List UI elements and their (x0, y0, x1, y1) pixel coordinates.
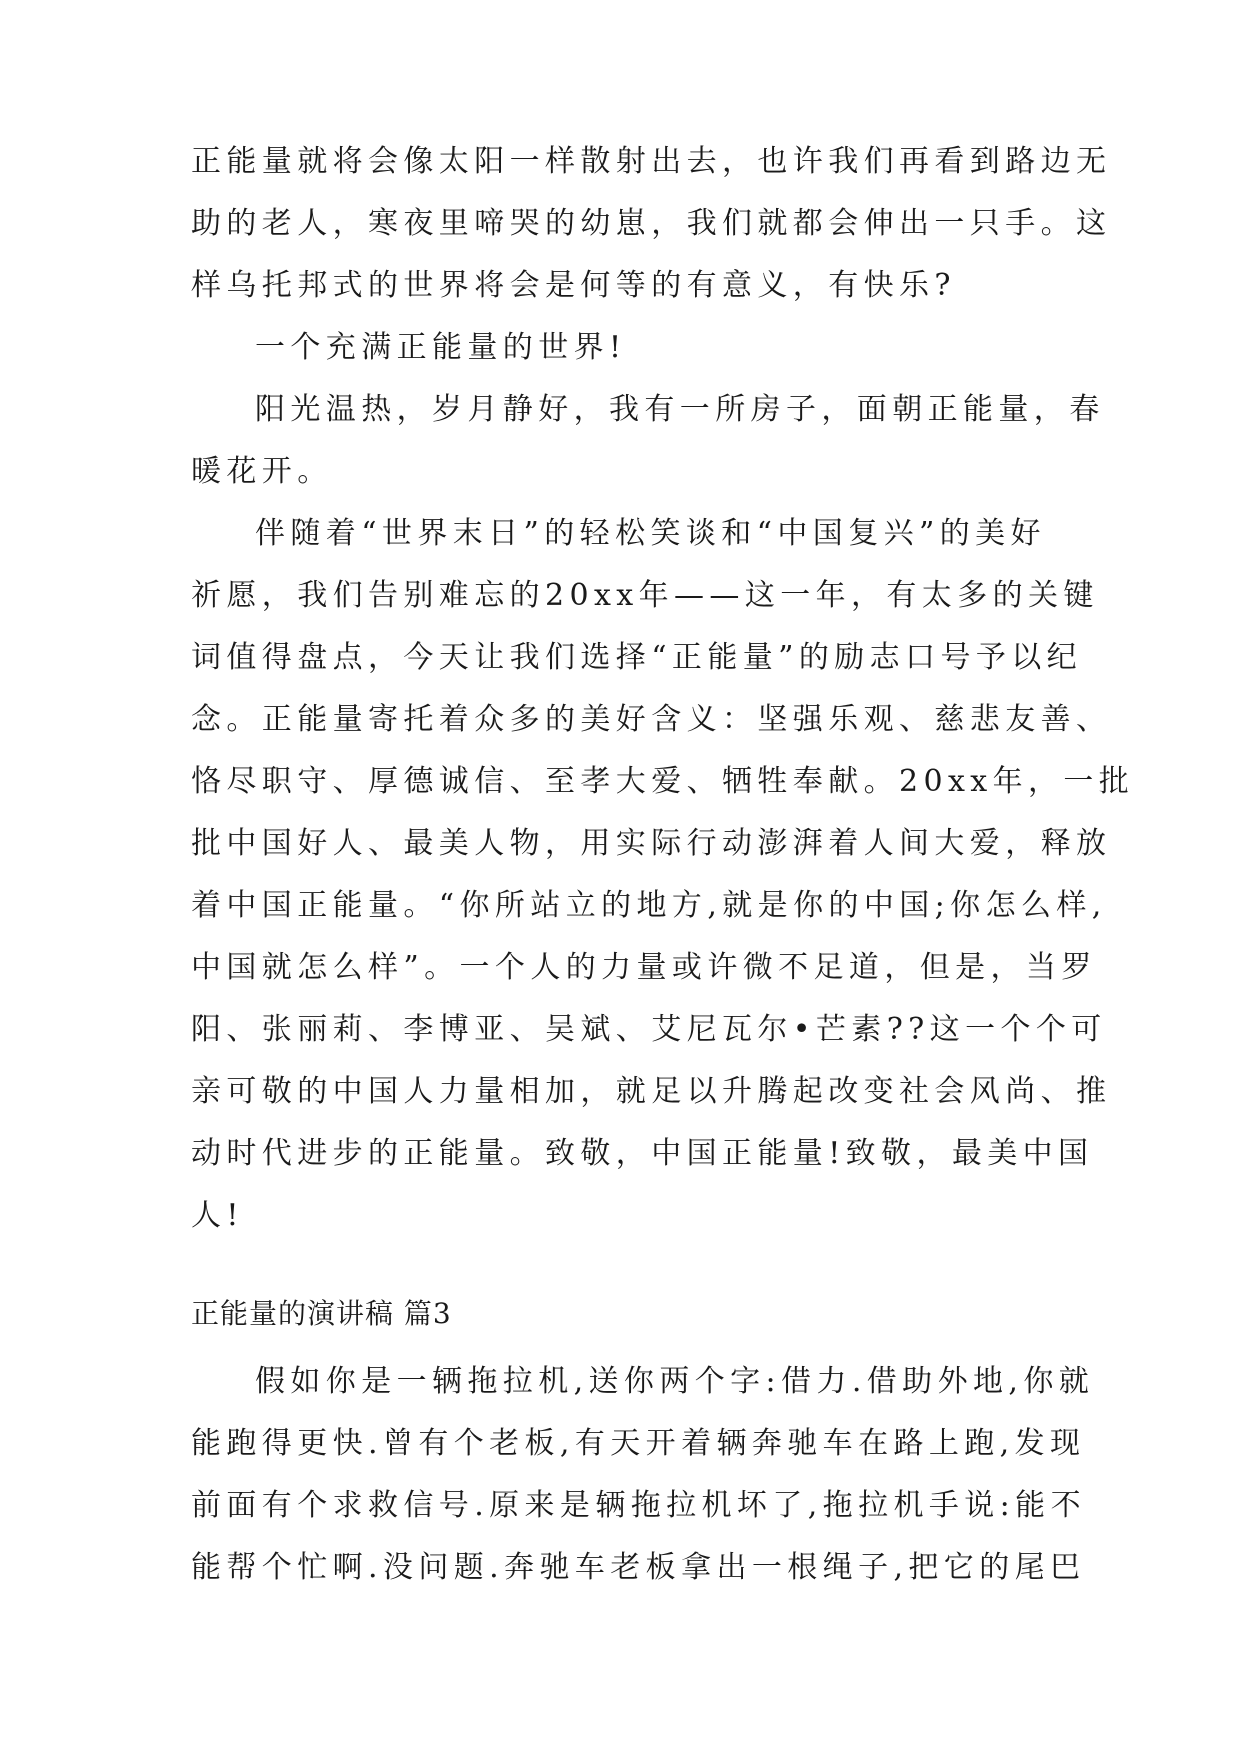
paragraph-line: 念。正能量寄托着众多的美好含义：坚强乐观、慈悲友善、 (191, 702, 1112, 737)
paragraph-line: 助的老人，寒夜里啼哭的幼崽，我们就都会伸出一只手。这 (191, 206, 1112, 241)
paragraph-line: 着中国正能量。“你所站立的地方,就是你的中国;你怎么样, (191, 888, 1107, 923)
paragraph-line: 批中国好人、最美人物，用实际行动澎湃着人间大爱，释放 (191, 826, 1112, 861)
paragraph-line: 伴随着“世界末日”的轻松笑谈和“中国复兴”的美好 (255, 516, 1046, 551)
paragraph-line: 亲可敬的中国人力量相加，就足以升腾起改变社会风尚、推 (191, 1074, 1112, 1109)
paragraph-line: 能帮个忙啊.没问题.奔驰车老板拿出一根绳子,把它的尾巴 (191, 1550, 1086, 1585)
paragraph-line: 祈愿，我们告别难忘的20xx年——这一年，有太多的关键 (191, 578, 1099, 613)
paragraph-line: 暖花开。 (191, 454, 333, 489)
paragraph-line: 假如你是一辆拖拉机,送你两个字:借力.借助外地,你就 (255, 1364, 1095, 1399)
paragraph-line: 中国就怎么样”。一个人的力量或许微不足道，但是，当罗 (191, 950, 1097, 985)
section-heading: 正能量的演讲稿 篇3 (191, 1297, 452, 1330)
paragraph-line: 动时代进步的正能量。致敬，中国正能量!致敬，最美中国 (191, 1136, 1094, 1171)
paragraph-line: 人! (191, 1198, 244, 1233)
paragraph-line: 前面有个求救信号.原来是辆拖拉机坏了,拖拉机手说:能不 (191, 1488, 1086, 1523)
paragraph-line: 正能量就将会像太阳一样散射出去，也许我们再看到路边无 (191, 144, 1112, 179)
paragraph-line: 阳、张丽莉、李博亚、吴斌、艾尼瓦尔•芒素??这一个个可 (191, 1012, 1107, 1047)
paragraph-line: 阳光温热，岁月静好，我有一所房子，面朝正能量，春 (255, 392, 1105, 427)
paragraph-line: 一个充满正能量的世界! (255, 330, 627, 365)
paragraph-line: 恪尽职守、厚德诚信、至孝大爱、牺牲奉献。20xx年，一批 (191, 764, 1135, 799)
paragraph-line: 词值得盘点，今天让我们选择“正能量”的励志口号予以纪 (191, 640, 1083, 675)
paragraph-line: 样乌托邦式的世界将会是何等的有意义，有快乐? (191, 268, 956, 303)
paragraph-line: 能跑得更快.曾有个老板,有天开着辆奔驰车在路上跑,发现 (191, 1426, 1086, 1461)
